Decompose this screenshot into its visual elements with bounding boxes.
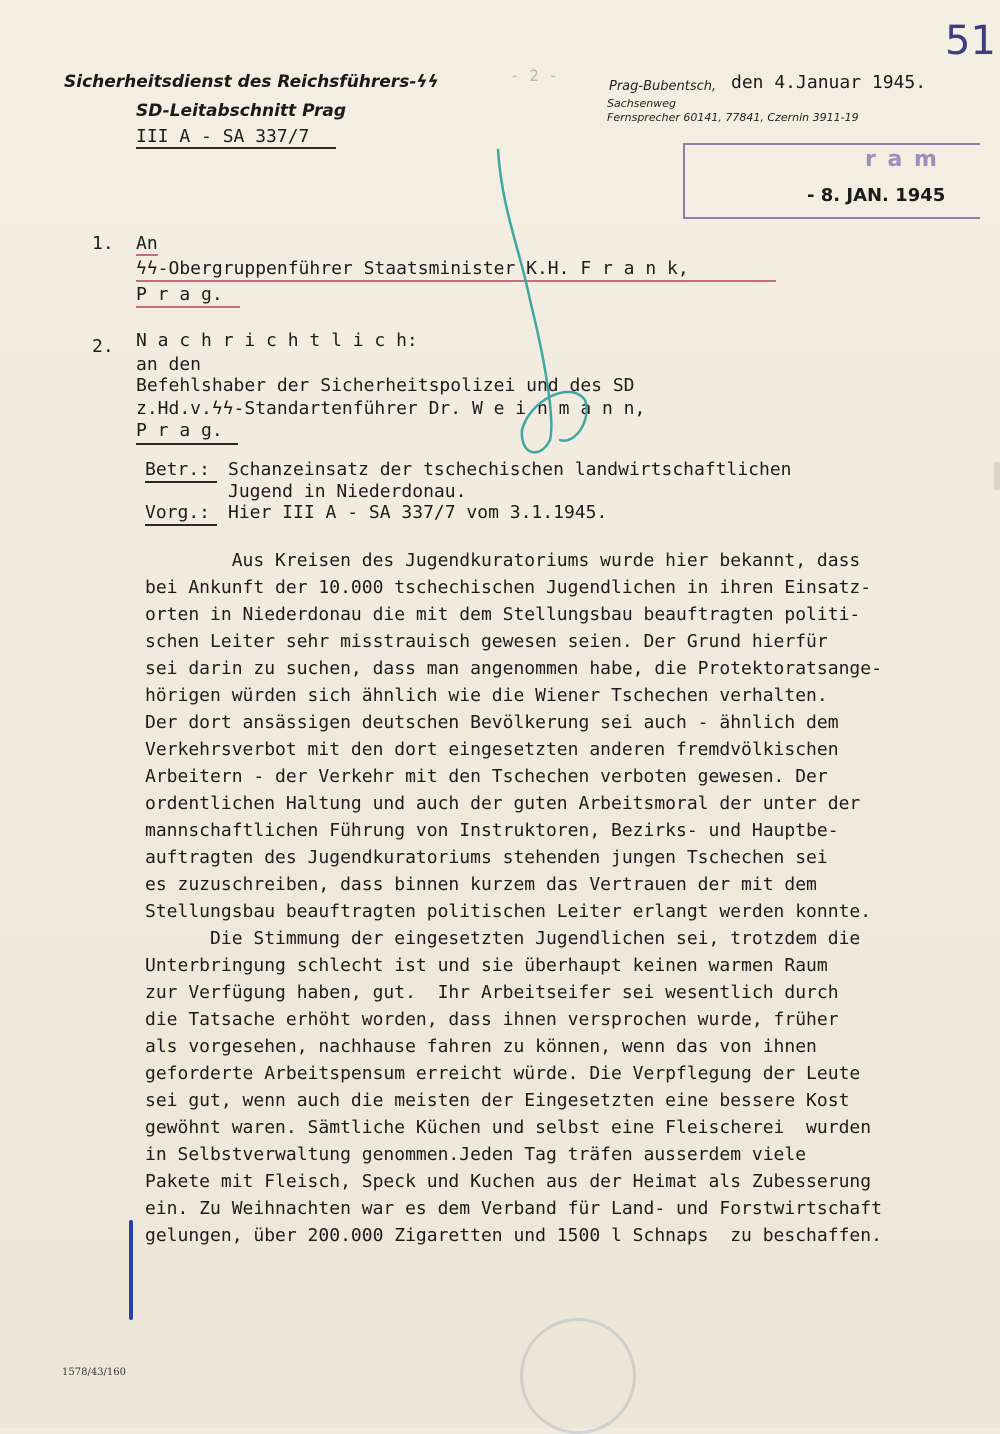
recipient-1-to: An bbox=[136, 233, 158, 254]
body-line: Stellungsbau beauftragten politischen Leiter erlangt werden konnte. bbox=[145, 901, 872, 922]
body-line: Verkehrsverbot mit den dort eingesetzten anderen fremdvölkischen bbox=[145, 739, 839, 760]
faint-seal-impression bbox=[520, 1318, 636, 1434]
teal-pencil-stroke bbox=[498, 150, 587, 452]
letterhead-place: Prag-Bubentsch, bbox=[609, 79, 717, 94]
body-line: Aus Kreisen des Jugendkuratoriums wurde hier bekannt, dass bbox=[145, 550, 861, 571]
body-line: bei Ankunft der 10.000 tschechischen Jugendlichen in ihren Einsatz- bbox=[145, 577, 872, 598]
body-line: gelungen, über 200.000 Zigaretten und 1500 l Schnaps zu beschaffen. bbox=[145, 1225, 882, 1246]
recipient-1-number: 1. bbox=[92, 233, 114, 254]
previous-ref-text: Hier III A - SA 337/7 vom 3.1.1945. bbox=[228, 502, 608, 523]
letterhead-phone: Fernsprecher 60141, 77841, Czernin 3911-19 bbox=[607, 111, 859, 124]
letterhead-address: Sachsenweg bbox=[607, 97, 676, 110]
body-line: die Tatsache erhöht worden, dass ihnen versprochen wurde, früher bbox=[145, 1009, 839, 1030]
body-line: Der dort ansässigen deutschen Bevölkerung sei auch - ähnlich dem bbox=[145, 712, 839, 733]
subject-label: Betr.: bbox=[145, 459, 211, 480]
recipient-1-city: P r a g. bbox=[136, 284, 223, 305]
body-line: schen Leiter sehr misstrauisch gewesen seien. Der Grund hierfür bbox=[145, 631, 828, 652]
handwritten-folio-mark: 51 bbox=[945, 18, 996, 64]
body-line: es zuzuschreiben, dass binnen kurzem das Vertrauen der mit dem bbox=[145, 874, 817, 895]
body-line: in Selbstverwaltung genommen.Jeden Tag träfen ausserdem viele bbox=[145, 1144, 807, 1165]
stamp-date: - 8. JAN. 1945 bbox=[807, 185, 946, 206]
recipient-2-an: an den bbox=[136, 354, 202, 375]
body-line: orten in Niederdonau die mit dem Stellungsbau beauftragten politi- bbox=[145, 604, 861, 625]
page-marker: - 2 - bbox=[510, 66, 559, 85]
body-line: zur Verfügung haben, gut. Ihr Arbeitseifer sei wesentlich durch bbox=[145, 982, 839, 1003]
recipient-1-name: ϟϟ-Obergruppenführer Staatsminister K.H. F r a n k, bbox=[136, 258, 689, 279]
previous-ref-label: Vorg.: bbox=[145, 502, 211, 523]
subject-line-1: Schanzeinsatz der tschechischen landwirtschaftlichen bbox=[228, 459, 792, 480]
punch-hole-mark bbox=[994, 462, 1000, 490]
body-line: mannschaftlichen Führung von Instruktoren, Bezirks- und Hauptbe- bbox=[145, 820, 839, 841]
stamp-top-text: r a m bbox=[865, 147, 939, 172]
body-line: Pakete mit Fleisch, Speck und Kuchen aus der Heimat als Zubesserung bbox=[145, 1171, 872, 1192]
body-line: ein. Zu Weihnachten war es dem Verband für Land- und Forstwirtschaft bbox=[145, 1198, 882, 1219]
body-line: Unterbringung schlecht ist und sie überhaupt keinen warmen Raum bbox=[145, 955, 828, 976]
body-line: gewöhnt waren. Sämtliche Küchen und selbst eine Fleischerei wurden bbox=[145, 1117, 872, 1138]
body-line: sei darin zu suchen, dass man angenommen habe, die Protektoratsange- bbox=[145, 658, 882, 679]
letterhead-org: Sicherheitsdienst des Reichsführers-ϟϟ bbox=[64, 72, 439, 92]
body-line: auftragten des Jugendkuratoriums stehenden jungen Tschechen sei bbox=[145, 847, 828, 868]
body-line: Arbeitern - der Verkehr mit den Tschechen verboten gewesen. Der bbox=[145, 766, 828, 787]
recipient-2-label: N a c h r i c h t l i c h: bbox=[136, 330, 418, 351]
letter-date: den 4.Januar 1945. bbox=[731, 72, 927, 93]
recipient-2-org: Befehlshaber der Sicherheitspolizei und des SD bbox=[136, 375, 635, 396]
subject-line-2: Jugend in Niederdonau. bbox=[228, 481, 467, 502]
blue-margin-mark bbox=[129, 1220, 133, 1320]
recipient-2-attn: z.Hd.v.ϟϟ-Standartenführer Dr. W e i n m a n n, bbox=[136, 398, 646, 419]
recipient-2-city: P r a g. bbox=[136, 420, 223, 441]
body-line: als vorgesehen, nachhause fahren zu können, wenn das von ihnen bbox=[145, 1036, 817, 1057]
recipient-2-number: 2. bbox=[92, 336, 114, 357]
body-line: hörigen würden sich ähnlich wie die Wiener Tschechen verhalten. bbox=[145, 685, 828, 706]
body-line: Die Stimmung der eingesetzten Jugendlichen sei, trotzdem die bbox=[145, 928, 861, 949]
reference-number: III A - SA 337/7 bbox=[136, 126, 310, 147]
body-line: ordentlichen Haltung und auch der guten Arbeitsmoral der unter der bbox=[145, 793, 861, 814]
letterhead-office: SD-Leitabschnitt Prag bbox=[136, 101, 347, 121]
body-line: geforderte Arbeitspensum erreicht würde. Die Verpflegung der Leute bbox=[145, 1063, 861, 1084]
body-line: sei gut, wenn auch die meisten der Eingesetzten eine bessere Kost bbox=[145, 1090, 850, 1111]
archive-code: 1578/43/160 bbox=[62, 1367, 126, 1378]
